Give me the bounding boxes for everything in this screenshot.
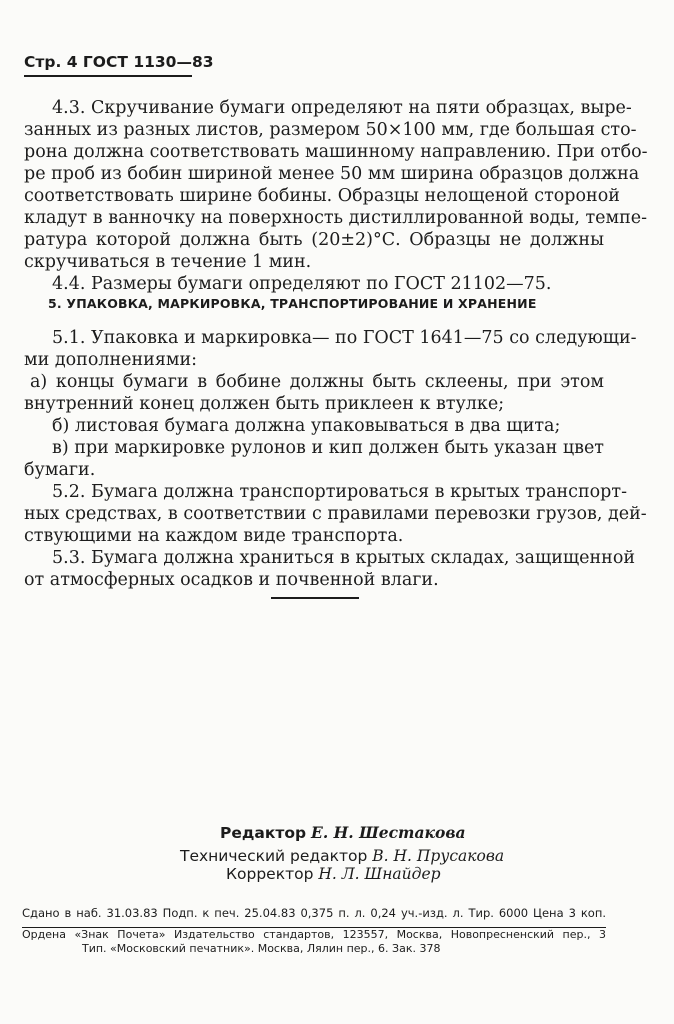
imprint-publisher: Ордена «Знак Почета» Издательство стандартов, 123557, Москва, Новопресненский пер., 3 [22,928,606,941]
text-line: внутренний конец должен быть приклеен к втулке; [24,394,505,414]
credit-role: Технический редактор [180,847,368,865]
text-line: 4.3. Скручивание бумаги определяют на пяти образцах, выре- [52,98,632,118]
text-line: ратура которой должна быть (20±2)°С. Образцы не должны [24,230,604,250]
credit-tech-editor [180,846,504,866]
text-line: рона должна соответствовать машинному направлению. При отбо- [24,142,648,162]
text-line: занных из разных листов, размером 50×100 мм, где большая сто- [24,120,637,140]
text-line: кладут в ванночку на поверхность дистиллированной воды, темпе- [24,208,648,228]
credit-editor [220,823,466,843]
text-line: ми дополнениями: [24,350,198,370]
text-line: бумаги. [24,460,96,480]
page-header: Стр. 4 ГОСТ 1130—83 [24,52,192,77]
text-line: ре проб из бобин шириной менее 50 мм ширина образцов должна [24,164,640,184]
text-line: а) концы бумаги в бобине должны быть склеены, при этом [30,372,604,392]
text-line: ных средствах, в соответствии с правилами перевозки грузов, дей- [24,504,647,524]
text-line: скручиваться в течение 1 мин. [24,252,312,272]
text-line: от атмосферных осадков и почвенной влаги. [24,570,439,590]
credit-role: Корректор [226,865,314,883]
credit-name: Е. Н. Шестакова [311,823,466,842]
text-line: в) при маркировке рулонов и кип должен быть указан цвет [52,438,604,458]
imprint-printer: Тип. «Московский печатник». Москва, Лялин пер., 6. Зак. 378 [82,942,441,955]
text-line: 5.3. Бумага должна храниться в крытых складах, защищенной [52,548,636,568]
text-line: ствующими на каждом виде транспорта. [24,526,404,546]
imprint-print-data: Сдано в наб. 31.03.83 Подп. к печ. 25.04.83 0,375 п. л. 0,24 уч.-изд. л. Тир. 6000 Цена 3 коп. [22,905,606,928]
credit-role: Редактор [220,824,307,842]
text-line: 4.4. Размеры бумаги определяют по ГОСТ 21102—75. [52,274,552,294]
credit-corrector [226,864,441,884]
divider [271,597,359,599]
credit-name: Н. Л. Шнайдер [318,865,441,883]
section-title: 5. УПАКОВКА, МАРКИРОВКА, ТРАНСПОРТИРОВАНИЕ И ХРАНЕНИЕ [48,296,537,311]
credit-name: В. Н. Прусакова [372,847,505,865]
text-line: 5.2. Бумага должна транспортироваться в крытых транспорт- [52,482,627,502]
text-line: б) листовая бумага должна упаковываться в два щита; [52,416,561,436]
text-line: соответствовать ширине бобины. Образцы нелощеной стороной [24,186,620,206]
text-line: 5.1. Упаковка и маркировка— по ГОСТ 1641—75 со следующи- [52,328,637,348]
